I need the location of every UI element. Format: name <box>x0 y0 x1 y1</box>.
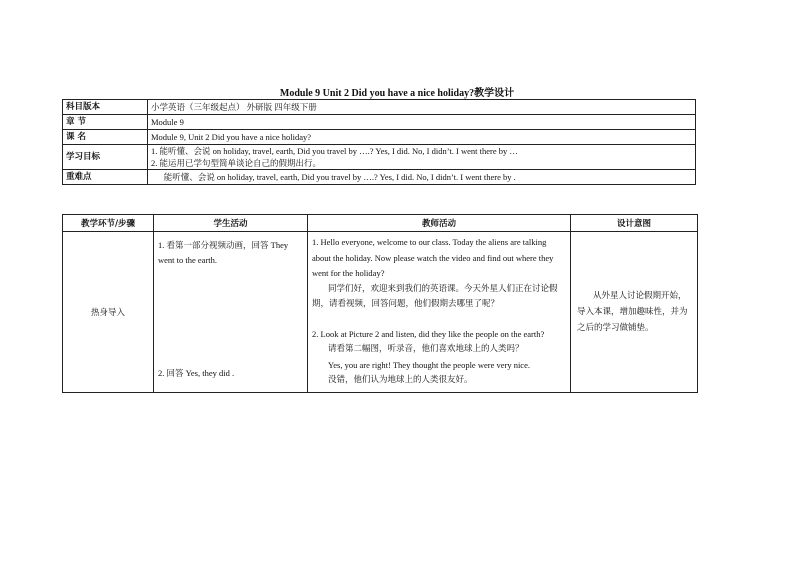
header-stage: 教学环节/步骤 <box>63 215 154 232</box>
teacher-activity: 2. Look at Picture 2 and listen, did they like the people on the earth? <box>312 328 545 339</box>
student-activity-cell <box>154 232 308 393</box>
info-value: Module 9, Unit 2 Did you have a nice holiday? <box>148 130 696 145</box>
info-row-key-points <box>63 170 696 185</box>
info-value: Module 9 <box>148 115 696 130</box>
design-intent: 从外星人讨论假期开始，导入本课，增加趣味性，并为之后的学习做铺垫。 <box>577 290 688 333</box>
teaching-plan-table <box>62 214 698 393</box>
teacher-activity: Yes, you are right! They thought the people were very nice. <box>328 359 530 370</box>
teacher-activity: 1. Hello everyone, welcome to our class. Today the aliens are talking about the holiday. Now please watch the video and find out where they went for the holiday? <box>312 237 554 278</box>
info-value <box>148 145 696 170</box>
info-label: 重难点 <box>63 170 148 185</box>
teacher-activity: 同学们好，欢迎来到我们的英语课。今天外星人们正在讨论假期，请看视频，回答问题，他们假期去哪里了呢？ <box>312 283 558 309</box>
student-activity: 2. 回答 Yes, they did . <box>158 368 235 378</box>
info-label: 章 节 <box>63 115 148 130</box>
header-intent: 设计意图 <box>571 215 698 232</box>
info-value: 小学英语（三年级起点） 外研版 四年级下册 <box>148 100 696 115</box>
document-title: Module 9 Unit 2 Did you have a nice holiday?教学设计 <box>279 88 515 99</box>
info-label: 课 名 <box>63 130 148 145</box>
goal-line: 2. 能运用已学句型简单谈论自己的假期出行。 <box>151 158 322 168</box>
info-value: 能听懂、会说 on holiday, travel, earth, Did you travel by ….? Yes, I did. No, I didn’t. I went there by . <box>148 170 696 185</box>
info-row-subject <box>63 100 696 115</box>
info-row-lesson <box>63 130 696 145</box>
spacer <box>312 313 566 327</box>
info-row-goals <box>63 145 696 170</box>
teacher-activity: 没错，他们认为地球上的人类很友好。 <box>328 375 473 385</box>
plan-header-row <box>63 215 698 232</box>
header-teacher: 教师活动 <box>308 215 571 232</box>
plan-row-warmup <box>63 232 698 393</box>
stage-cell: 热身导入 <box>63 232 154 393</box>
info-label: 学习目标 <box>63 145 148 170</box>
info-label: 科目版本 <box>63 100 148 115</box>
spacer <box>158 268 303 366</box>
teacher-activity-cell <box>308 232 571 393</box>
course-info-table <box>62 99 696 185</box>
goal-line: 1. 能听懂、会说 on holiday, travel, earth, Did you travel by ….? Yes, I did. No, I didn’t. I went there by … <box>151 146 518 156</box>
teacher-activity: 请看第二幅图，听录音，他们喜欢地球上的人类吗？ <box>328 344 524 354</box>
info-row-chapter <box>63 115 696 130</box>
design-intent-cell <box>571 232 698 393</box>
student-activity: 1. 看第一部分视频动画，回答 They went to the earth. <box>158 240 289 265</box>
header-student: 学生活动 <box>154 215 308 232</box>
